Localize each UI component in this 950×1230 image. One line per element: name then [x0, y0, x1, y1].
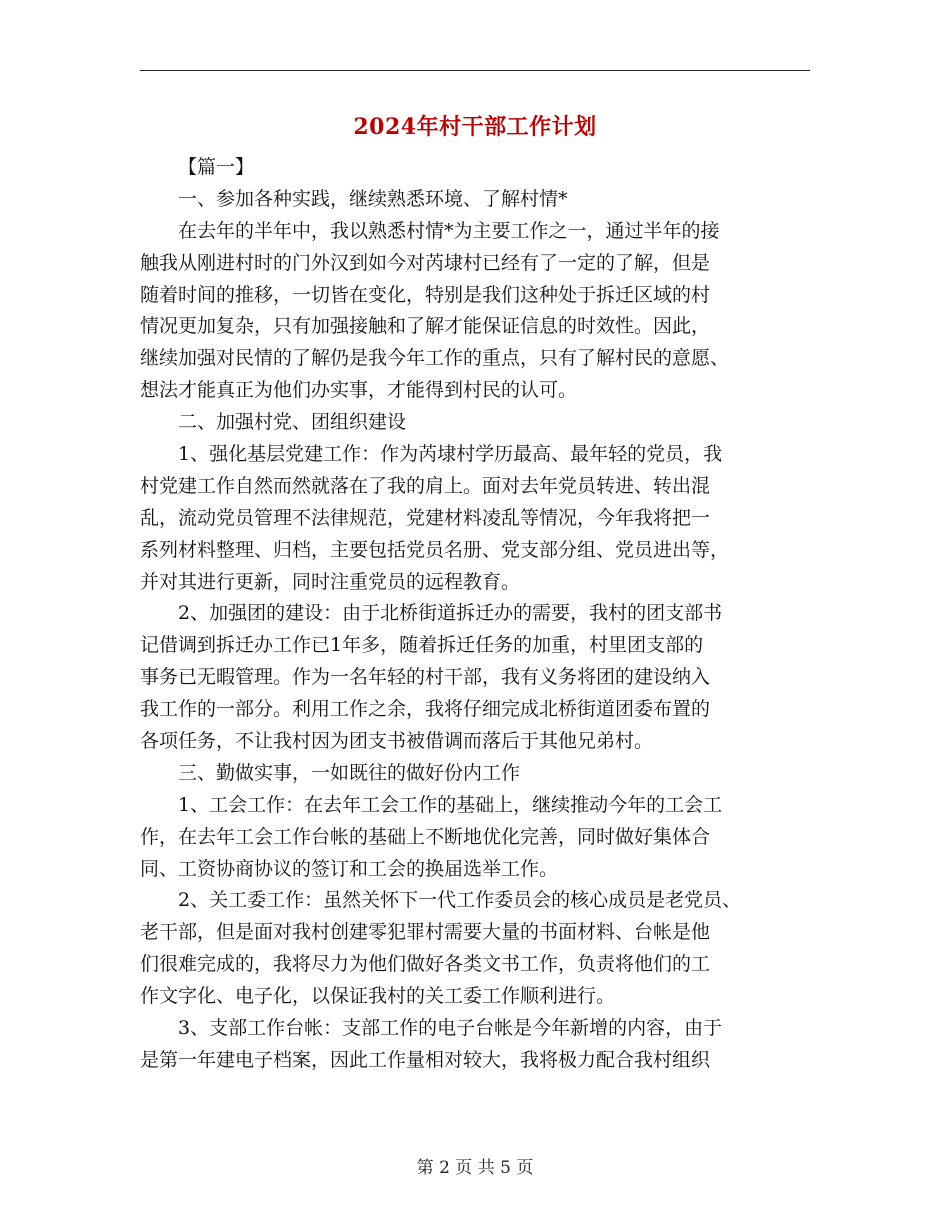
text-line: 三、勤做实事，一如既往的做好份内工作 — [178, 761, 521, 784]
text-line: 触我从刚进村时的门外汉到如今对芮埭村已经有了一定的了解，但是 — [140, 251, 711, 274]
text-line: 二、加强村党、团组织建设 — [178, 411, 407, 434]
text-line: 各项任务，不让我村因为团支书被借调而落后于其他兄弟村。 — [140, 730, 654, 753]
text-line: 2、关工委工作：虽然关怀下一代工作委员会的核心成员是老党员、 — [178, 889, 742, 912]
text-line: 记借调到拆迁办工作已1年多，随着拆迁任务的加重，村里团支部的 — [140, 634, 704, 657]
text-line: 村党建工作自然而然就落在了我的肩上。面对去年党员转进、转出混 — [140, 474, 711, 497]
text-line: 情况更加复杂，只有加强接触和了解才能保证信息的时效性。因此， — [140, 315, 711, 338]
text-line: 我工作的一部分。利用工作之余，我将仔细完成北桥街道团委布置的 — [140, 698, 711, 721]
text-line: 作，在去年工会工作台帐的基础上不断地优化完善，同时做好集体合 — [140, 825, 711, 848]
text-line: 1、强化基层党建工作：作为芮埭村学历最高、最年轻的党员，我 — [178, 443, 723, 466]
text-line: 1、工会工作：在去年工会工作的基础上，继续推动今年的工会工 — [178, 793, 723, 816]
text-line: 随着时间的推移，一切皆在变化，特别是我们这种处于拆迁区域的村 — [140, 283, 711, 306]
text-line: 是第一年建电子档案，因此工作量相对较大，我将极力配合我村组织 — [140, 1048, 711, 1071]
text-line: 【篇一】 — [178, 156, 255, 178]
document-title: 2024年村干部工作计划 — [353, 114, 597, 140]
text-line: 老干部，但是面对我村创建零犯罪村需要大量的书面材料、台帐是他 — [140, 921, 711, 944]
text-line: 事务已无暇管理。作为一名年轻的村干部，我有义务将团的建设纳入 — [140, 666, 711, 689]
header-rule — [140, 70, 810, 71]
text-line: 继续加强对民情的了解仍是我今年工作的重点，只有了解村民的意愿、 — [140, 347, 730, 370]
text-line: 并对其进行更新，同时注重党员的远程教育。 — [140, 570, 521, 593]
text-line: 3、支部工作台帐：支部工作的电子台帐是今年新增的内容，由于 — [178, 1017, 723, 1040]
text-line: 想法才能真正为他们办实事，才能得到村民的认可。 — [140, 379, 578, 402]
document-body — [140, 152, 810, 1077]
text-line: 乱，流动党员管理不法律规范，党建材料凌乱等情况，今年我将把一 — [140, 506, 711, 529]
text-line: 2、加强团的建设：由于北桥街道拆迁办的需要，我村的团支部书 — [178, 602, 723, 625]
text-line: 系列材料整理、归档，主要包括党员名册、党支部分组、党员进出等， — [140, 538, 730, 561]
text-line: 们很难完成的，我将尽力为他们做好各类文书工作，负责将他们的工 — [140, 953, 711, 976]
text-line: 作文字化、电子化，以保证我村的关工委工作顺利进行。 — [140, 985, 616, 1008]
page-number: 第 2 页 共 5 页 — [416, 1158, 534, 1178]
text-line: 一、参加各种实践，继续熟悉环境、了解村情* — [178, 187, 568, 210]
text-line: 同、工资协商协议的签订和工会的换届选举工作。 — [140, 857, 559, 880]
text-line: 在去年的半年中，我以熟悉村情*为主要工作之一，通过半年的接 — [178, 219, 720, 242]
